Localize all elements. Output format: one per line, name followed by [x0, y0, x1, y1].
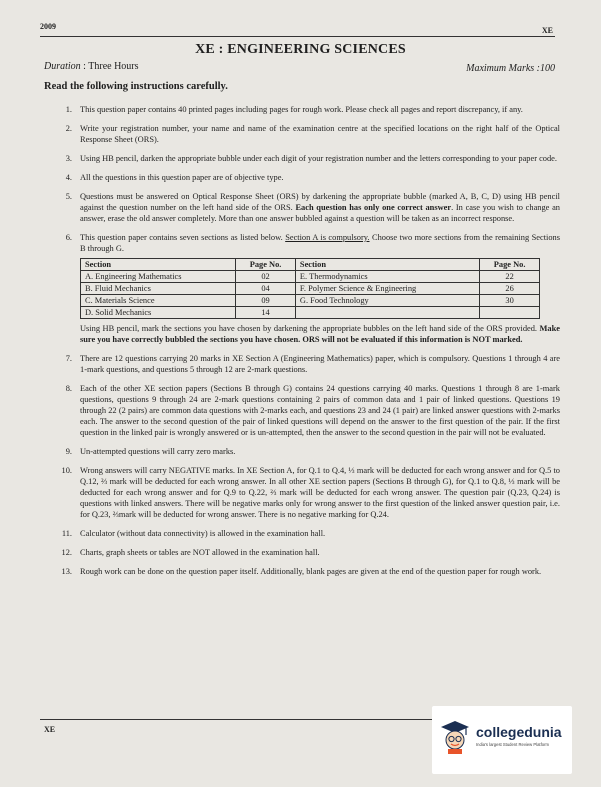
item-text: . In case you wish to change an answer, erase the old answer completely. More than one answer bubbled against a question will be taken as an incorrect response. [80, 203, 560, 223]
table-cell: B. Fluid Mechanics [81, 283, 236, 295]
item-number: 10. [61, 466, 72, 475]
instruction-item [52, 123, 560, 145]
table-cell [295, 307, 479, 319]
instruction-item [52, 566, 560, 577]
table-cell: A. Engineering Mathematics [81, 271, 236, 283]
table-row [81, 271, 540, 283]
table-header: Section [295, 259, 479, 271]
item-number: 4. [65, 173, 72, 182]
table-header-row [81, 259, 540, 271]
instruction-item [52, 353, 560, 375]
collegedunia-logo [432, 706, 572, 774]
table-header: Section [81, 259, 236, 271]
header-year: 2009 [40, 22, 56, 31]
instruction-item [52, 191, 560, 224]
table-row [81, 295, 540, 307]
item-text: This question paper contains 40 printed pages including pages for rough work. Please check all pages and report discrepancy, if any. [80, 105, 523, 114]
sections-table [80, 258, 540, 319]
logo-tagline: India's largest Student Review Platform [476, 742, 549, 747]
instruction-item [52, 528, 560, 539]
item-number: 3. [65, 154, 72, 163]
item-number: 7. [65, 354, 72, 363]
instructions-heading: Read the following instructions carefully. [44, 81, 228, 92]
item-text: Using HB pencil, darken the appropriate bubble under each digit of your registration number and the letters corresponding to your paper code. [80, 154, 557, 163]
header-paper-code: XE [541, 26, 553, 35]
student-mascot-icon [440, 720, 470, 754]
paper-title: XE : ENGINEERING SCIENCES [195, 42, 406, 57]
item-text: Rough work can be done on the question paper itself. Additionally, blank pages are given at the end of the question paper for rough work. [80, 567, 542, 576]
table-cell: 22 [480, 271, 540, 283]
table-row [81, 283, 540, 295]
duration [44, 61, 139, 72]
table-header: Page No. [480, 259, 540, 271]
item-number: 2. [65, 124, 72, 133]
duration-label: Duration [44, 61, 81, 72]
instruction-item [52, 465, 560, 520]
item-text: This question paper contains seven sections as listed below. [80, 233, 286, 242]
table-cell: C. Materials Science [81, 295, 236, 307]
duration-value: : Three Hours [83, 61, 139, 72]
item-text: Write your registration number, your name and name of the examination centre at the specified locations on the right half of the Optical Response Sheet (ORS). [80, 124, 560, 144]
item-number: 11. [61, 529, 72, 538]
item-text: Charts, graph sheets or tables are NOT allowed in the examination hall. [80, 548, 320, 557]
instruction-item [52, 547, 560, 558]
instruction-item [52, 446, 560, 457]
maximum-marks: Maximum Marks :100 [466, 63, 555, 74]
item-number: 6. [65, 233, 72, 242]
footer-paper-code: XE [44, 725, 56, 734]
item-text: Each of the other XE section papers (Sections B through G) contains 24 questions carrying 40 marks. Questions 1 through 8 are 1-mark questions, questions 9 through 24 are 2-mark questions containing 2 pairs of common data and 1 pair of linked questions. Questions 19 through 22 (2 pairs) are common data questions with 2-marks each, and questions 23 and 24 (1 pair) are linked answer questions with 2-marks each. The answer to the second question of the pair of linked questions will depend on the answer to the first question of the pair. If the first question in the linked pair is wrongly answered or is un-attempted, then the answer to the second question in the pair will not be evaluated. [80, 384, 560, 437]
table-cell: 26 [480, 283, 540, 295]
header-divider [40, 36, 555, 37]
item-text-bold: Make sure you have correctly bubbled the sections you have chosen. ORS will not be evaluated if this information is NOT marked. [80, 324, 560, 344]
item-text: There are 12 questions carrying 20 marks in XE Section A (Engineering Mathematics) paper, which is compulsory. Questions 1 through 4 are 1-mark questions, and questions 5 through 12 are 2-mark questions. [80, 354, 560, 374]
table-cell [480, 307, 540, 319]
table-cell: 02 [236, 271, 296, 283]
item-number: 1. [65, 105, 72, 114]
item-text: Choose two more sections from the remaining Sections B through G. [80, 233, 560, 253]
item-text: Questions must be answered on Optical Response Sheet (ORS) by darkening the appropriate bubble (marked A, B, C, D) using HB pencil against the question number on the left hand side of the ORS. [80, 192, 560, 212]
instruction-item [52, 153, 560, 164]
item-number: 5. [65, 192, 72, 201]
table-cell: D. Solid Mechanics [81, 307, 236, 319]
item-text: Using HB pencil, mark the sections you have chosen by darkening the appropriate bubbles on the left hand side of the ORS provided. [80, 324, 540, 333]
item-text: All the questions in this question paper are of objective type. [80, 173, 284, 182]
table-cell: 30 [480, 295, 540, 307]
instructions-list [52, 104, 560, 585]
table-cell: 14 [236, 307, 296, 319]
item-text: Calculator (without data connectivity) is allowed in the examination hall. [80, 529, 326, 538]
table-cell: E. Thermodynamics [295, 271, 479, 283]
table-row [81, 307, 540, 319]
item-text: Un-attempted questions will carry zero marks. [80, 447, 236, 456]
table-cell: 09 [236, 295, 296, 307]
instruction-item [52, 104, 560, 115]
instruction-item [52, 383, 560, 438]
logo-wordmark: collegedunia [476, 724, 562, 740]
table-cell: G. Food Technology [295, 295, 479, 307]
item-text-underlined: Section A is compulsory. [285, 233, 370, 242]
instruction-item [52, 232, 560, 345]
item-text-bold: Each question has only one correct answer [295, 203, 452, 212]
item-number: 8. [65, 384, 72, 393]
table-cell: 04 [236, 283, 296, 295]
table-cell: F. Polymer Science & Engineering [295, 283, 479, 295]
item-number: 13. [61, 567, 72, 576]
item-text: Wrong answers will carry NEGATIVE marks. In XE Section A, for Q.1 to Q.4, ⅓ mark will be deducted for each wrong answer and for Q.5 to Q.12, ⅔ mark will be deducted for each wrong answer. In all other XE section papers (Sections B through G), for Q.1 to Q.8, ⅓ mark will be deducted for each wrong answer and for Q.9 to Q.22, ⅔ mark will be deducted for each wrong answer. The question pair (Q.23, Q.24) is questions with linked answers. There will be negative marks only for wrong answer to the first question of the linked answer question pair, i.e. for Q.23, ⅔mark will be deducted for wrong answer. There is no negative marking for Q.24. [80, 466, 560, 519]
item-number: 9. [65, 447, 72, 456]
item-number: 12. [61, 548, 72, 557]
table-header: Page No. [236, 259, 296, 271]
instruction-item [52, 172, 560, 183]
